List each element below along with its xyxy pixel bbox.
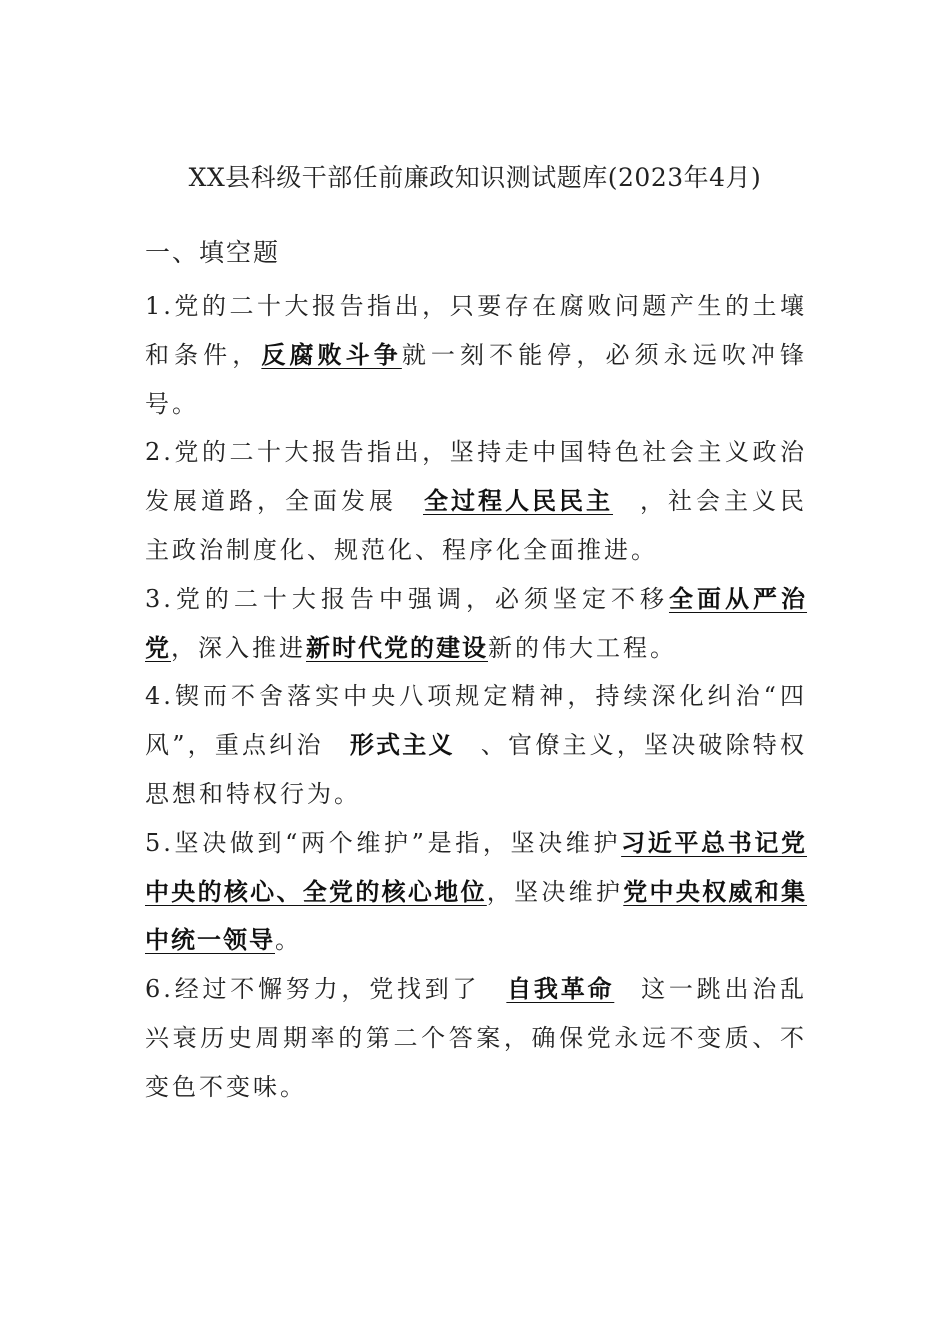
- answer-text: 全过程人民民主: [423, 487, 613, 516]
- question-number: 3.: [145, 584, 174, 613]
- question-text: 党的二十大报告指出，只要存在腐败问题产生的土壤和条件，: [145, 292, 807, 369]
- answer-blank: 新时代党的建设: [306, 633, 488, 662]
- question-2: [145, 428, 807, 574]
- question-1: [145, 282, 807, 428]
- question-6: [145, 965, 807, 1111]
- question-4: [145, 672, 807, 818]
- question-number: 4.: [145, 682, 174, 711]
- answer-blank: 党中央权威和集中统一领导: [145, 877, 808, 955]
- question-list: [145, 282, 807, 1112]
- document-title: XX县科级干部任前廉政知识测试题库(2023年4月): [188, 163, 762, 192]
- question-text: 。: [275, 926, 302, 955]
- question-number: 5.: [145, 828, 174, 857]
- answer-blank: 全面从严治党: [145, 584, 808, 662]
- question-text: ，深入推进: [171, 633, 306, 662]
- answer-text: 形式主义: [349, 731, 455, 760]
- question-text: 党的二十大报告指出，坚持走中国特色社会主义政治发展道路，全面发展: [145, 438, 807, 516]
- question-text: 新的伟大工程。: [488, 633, 677, 662]
- section-heading: 一、填空题: [145, 238, 281, 267]
- question-text: 、官僚主义，坚决破除特权思想和特权行为。: [145, 731, 807, 808]
- question-number: 1.: [145, 292, 174, 320]
- question-text: 党的二十大报告中强调，必须坚定不移: [173, 584, 669, 613]
- question-5: [145, 819, 807, 965]
- question-number: 6.: [145, 975, 174, 1004]
- answer-blank: 反腐败斗争: [261, 340, 402, 369]
- question-text: 锲而不舍落实中央八项规定精神，持续深化纠治“四风”，重点纠治: [145, 682, 807, 760]
- question-text: 坚决做到“两个维护”是指，坚决维护: [173, 828, 622, 857]
- question-number: 2.: [145, 438, 174, 467]
- question-text: 就一刻不能停，必须永远吹冲锋号。: [145, 340, 808, 418]
- answer-text: 自我革命: [506, 975, 615, 1004]
- answer-blank: [397, 487, 639, 515]
- question-text: 经过不懈努力，党找到了: [173, 975, 481, 1004]
- answer-blank: [324, 731, 481, 759]
- answer-blank: [480, 975, 640, 1003]
- question-3: [145, 575, 807, 673]
- answer-blank: 习近平总书记党中央的核心、全党的核心地位: [145, 828, 807, 906]
- question-text: ，坚决维护: [486, 877, 624, 906]
- question-text: 这一跳出治乱兴衰历史周期率的第二个答案，确保党永远不变质、不变色不变味。: [145, 975, 808, 1101]
- question-text: ，社会主义民主政治制度化、规范化、程序化全面推进。: [145, 487, 807, 564]
